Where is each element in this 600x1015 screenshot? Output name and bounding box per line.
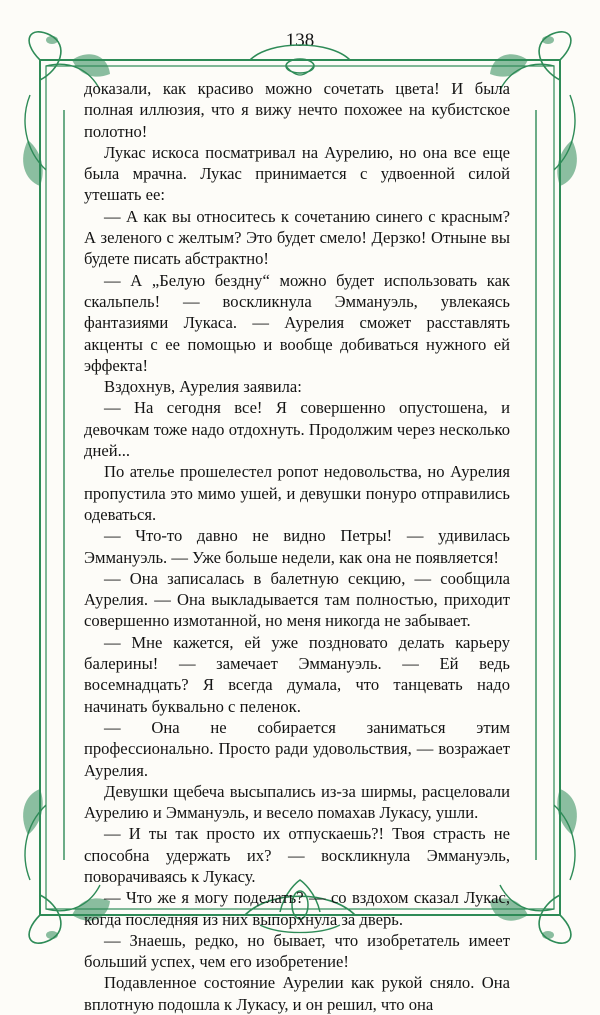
paragraph: Девушки щебеча высыпались из-за ширмы, расцеловали Аурелию и Эммануэль, и весело помахав Лукасу, ушли. [84,781,510,823]
paragraph: — На сегодня все! Я совершенно опустошена, и девочкам тоже надо отдохнуть. Продолжим через несколько дней... [84,398,510,461]
paragraph: — А „Белую бездну“ можно будет использовать как скальпель! — воскликнула Эммануэль, увлекаясь фантазиями Лукаса. — Аурелия сможет расставлять акценты с ее помощью и вообще добиваться нужного ей эффекта! [84,270,510,375]
paragraph: Вздохнув, Аурелия заявила: [104,377,302,397]
paragraph: доказали, как красиво можно сочетать цвета! И была полная иллюзия, что я вижу нечто похожее на кубистское полотно! [84,79,510,141]
paragraph: Лукас искоса посматривал на Аурелию, но она все еще была мрачна. Лукас принимается с удвоенной силой утешать ее: [84,142,510,205]
paragraph: Подавленное состояние Аурелии как рукой сняло. Она вплотную подошла к Лукасу, и он решил, что она [84,973,510,1014]
paragraph: — А как вы относитесь к сочетанию синего с красным? А зеленого с желтым? Это будет смело! Дерзко! Отныне вы будете писать абстрактно! [84,206,510,269]
paragraph: — Мне кажется, ей уже поздновато делать карьеру балерины! — замечает Эммануэль. — Ей ведь восемнадцать? Я всегда думала, что танцевать надо начинать буквально с пеленок. [84,632,510,716]
paragraph: — Она не собирается заниматься этим профессионально. Просто ради удовольствия, — возражает Аурелия. [84,717,510,780]
paragraph: — Знаешь, редко, но бывает, что изобретатель имеет больший успех, чем его изобретение! [84,930,510,972]
paragraph: — Что же я могу поделать? — со вздохом сказал Лукас, когда последняя из них выпорхнула за дверь. [84,888,510,929]
paragraph: — Она записалась в балетную секцию, — сообщила Аурелия. — Она выкладывается там полностью, приходит совершенно измотанной, но меня никогда не забывает. [84,568,510,631]
body-text [84,78,510,1015]
page-number: 138 [285,30,315,51]
paragraph: — И ты так просто их отпускаешь?! Твоя страсть не способна удержать их? — воскликнула Эммануэль, поворачиваясь к Лукасу. [84,824,510,886]
paragraph: По ателье прошелестел ропот недовольства, но Аурелия пропустила это мимо ушей, и девушки понуро отправились одеваться. [84,462,510,524]
paragraph: — Что-то давно не видно Петры! — удивилась Эммануэль. — Уже больше недели, как она не появляется! [84,526,510,567]
